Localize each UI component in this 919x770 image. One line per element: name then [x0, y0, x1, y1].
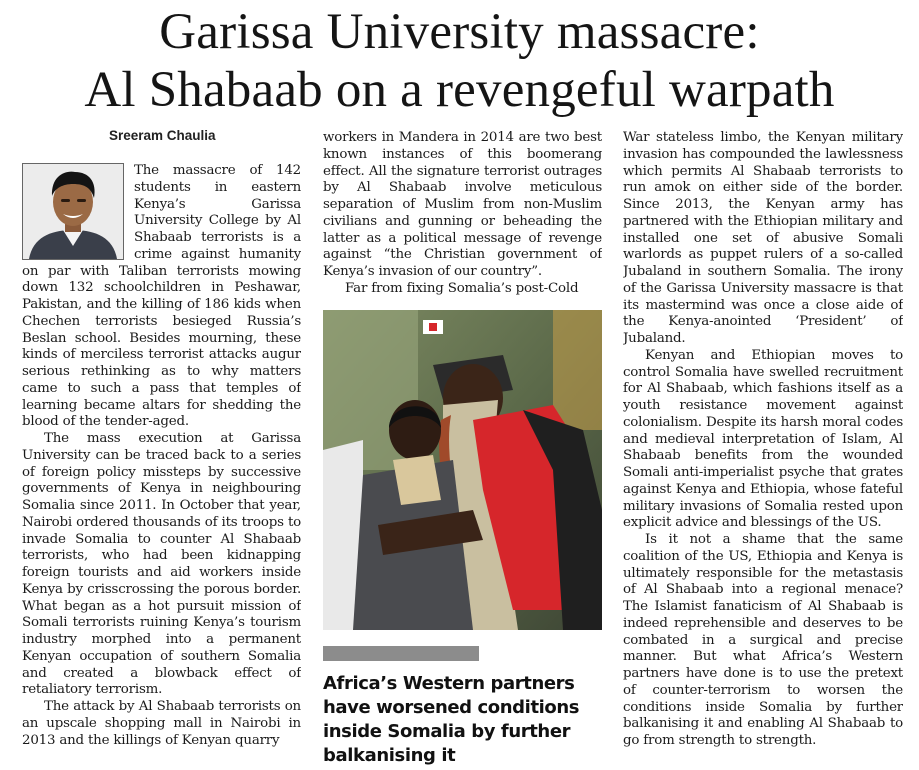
caption-bar: [323, 646, 479, 661]
author-photo: [22, 163, 124, 260]
news-photo: [323, 310, 602, 630]
paragraph: The attack by Al Shabaab terrorists on an upscale shopping mall in Nairobi in 2013 and the killings of Kenyan quarry: [22, 699, 301, 748]
headline-line-2: Al Shabaab on a revengeful warpath: [84, 62, 835, 118]
article-column-3: [623, 130, 903, 770]
paragraph: Kenyan and Ethiopian moves to control Somalia have swelled recruitment for Al Shabaab, which fashions itself as a youth resistance movement against colonialism. Despite its harsh moral codes and medieval interpretation of Islam, Al Shabaab benefits from the wounded Somali anti-imperialist psyche that grates against Kenya and Ethiopia, whose fateful military invasions of Somalia rested upon explicit advice and blessings of the US.: [623, 347, 903, 531]
paragraph: War stateless limbo, the Kenyan military invasion has compounded the lawlessness which permits Al Shabaab terrorists to run amok on either side of the border. Since 2013, the Kenyan army has partnered with the Ethiopian military and installed one set of abusive Somali warlords as puppet rulers of a so-called Jubaland in southern Somalia. The irony of the Garissa University massacre is that its mastermind was once a close aide of the Kenya-anointed ‘President’ of Jubaland.: [623, 130, 903, 346]
paragraph: The massacre of 142 students in eastern Kenya’s Garissa University College by Al Shabaab terrorists is a crime against humanity on par with Taliban terrorists mowing down 132 schoolchildren in Peshawar, Pakistan, and the killing of 186 kids when Chechen terrorists besieged Russia’s Beslan school. Besides mourning, these kinds of merciless terrorist attacks augur serious rethinking as to why matters came to such a pass that temples of learning became altars for shedding the blood of the tender-aged.: [22, 163, 301, 430]
paragraph: Far from fixing Somalia’s post-Cold: [345, 280, 579, 296]
headline-line-1: Garissa University massacre:: [159, 4, 760, 60]
pull-quote: Africa’s Western partners have worsened conditions inside Somalia by further balkanising it: [323, 673, 580, 766]
paragraph: workers in Mandera in 2014 are two best known instances of this boomerang effect. All the signature terrorist outrages by Al Shabaab involve meticulous separation of Muslim from non-Muslim civilians and gunning or beheading the latter as a political message of revenge against “the Christian government of Kenya’s invasion of our country”.: [323, 130, 602, 279]
article-headline: [0, 0, 919, 119]
author-byline: Sreeram Chaulia: [109, 128, 216, 143]
article-column-2: [323, 130, 602, 302]
paragraph: Is it not a shame that the same coalition of the US, Ethiopia and Kenya is ultimately responsible for the metastasis of Al Shabaab into a regional menace? The Islamist fanaticism of Al Shabaab is indeed reprehensible and deserves to be combated in a surgical and precise manner. But what Africa’s Western partners have done is to use the pretext of counter-terrorism to worsen the conditions inside Somalia by further balkanising it and enabling Al Shabaab to go from strength to strength.: [623, 532, 903, 748]
paragraph: The mass execution at Garissa University can be traced back to a series of foreign policy missteps by successive governments of Kenya in neighbouring Somalia since 2011. In October that year, Nairobi ordered thousands of its troops to invade Somalia to counter Al Shabaab terrorists, who had been kidnapping foreign tourists and aid workers inside Kenya by crisscrossing the porous border. What began as a hot pursuit mission of Somali terrorists ruining Kenya’s tourism industry morphed into a permanent Kenyan occupation of southern Somalia and created a blowback effect of retaliatory terrorism.: [22, 431, 301, 698]
article-column-1: [22, 163, 301, 770]
